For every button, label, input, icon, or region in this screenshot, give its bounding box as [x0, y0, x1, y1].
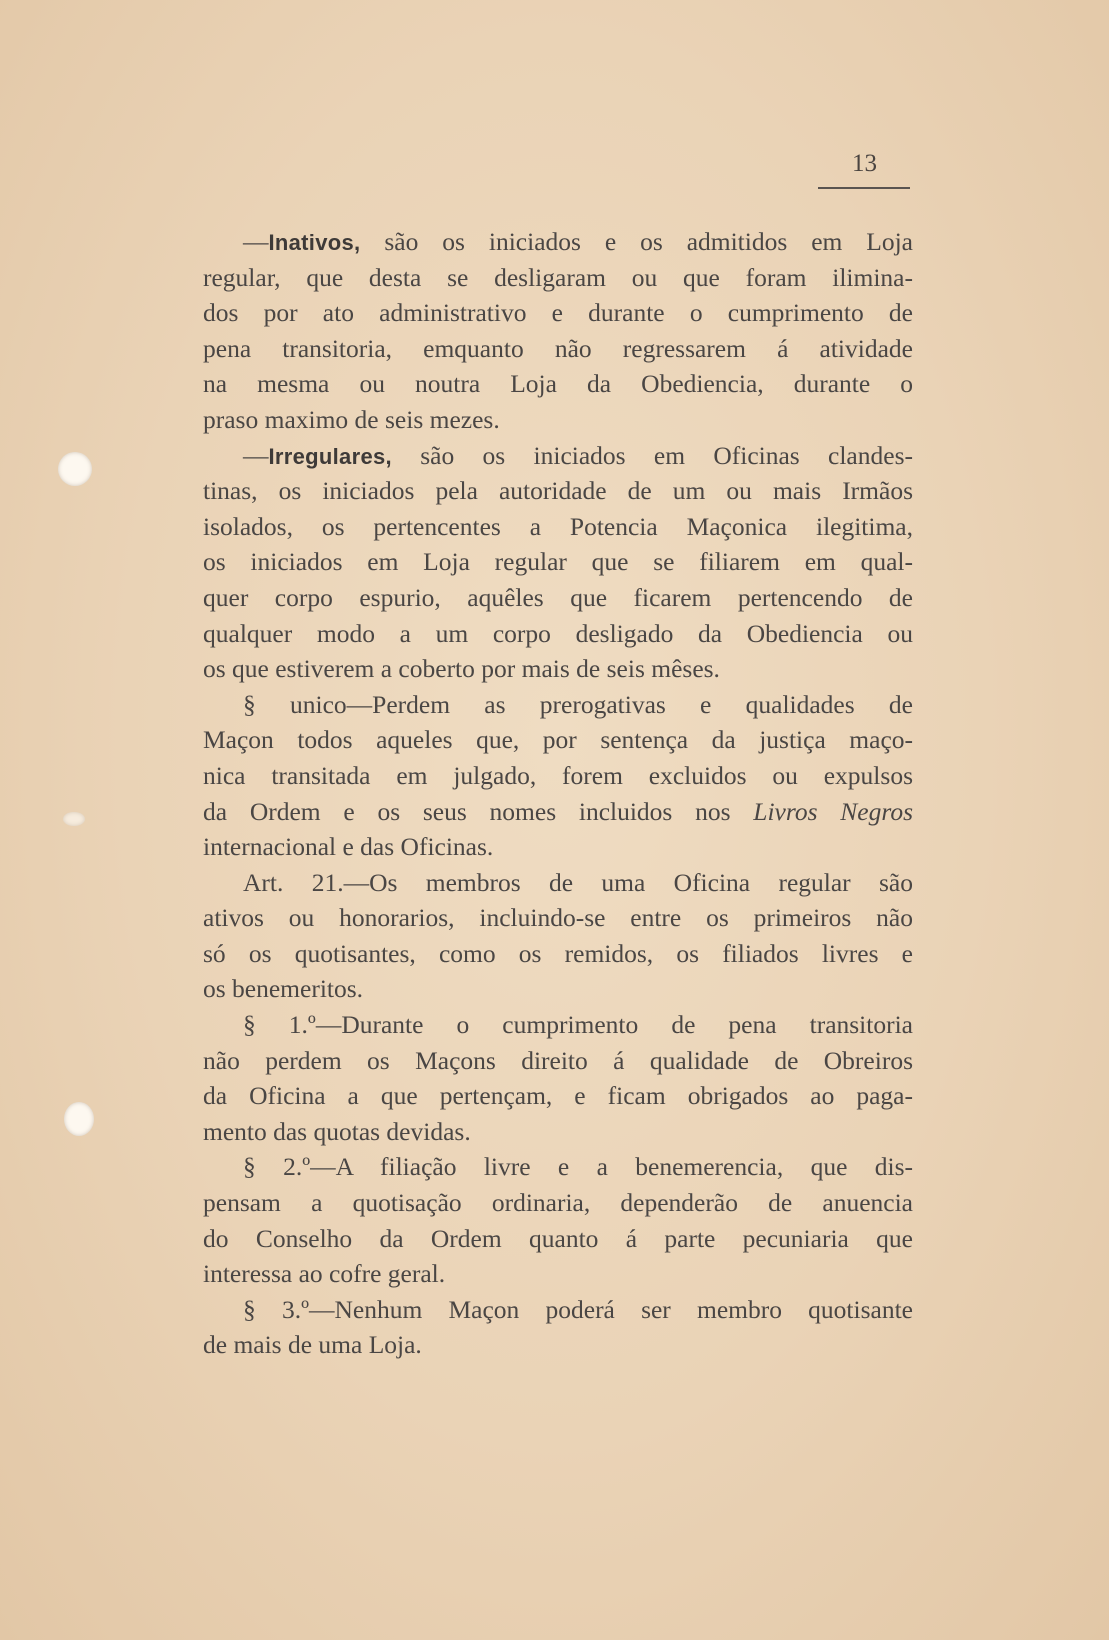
text-run: praso maximo de seis mezes.: [203, 404, 500, 434]
text-line: [203, 366, 913, 402]
text-run: do Conselho da Ordem quanto á parte pecuniaria que: [203, 1223, 913, 1253]
text-line: [203, 580, 913, 616]
text-run: Maçon todos aqueles que, por sentença da justiça maço-: [203, 725, 913, 755]
text-line: [203, 1043, 913, 1079]
text-line: [203, 1292, 913, 1328]
text-run: § 2.º—A filiação livre e a benemerencia, que dis-: [243, 1152, 913, 1182]
text-run: na mesma ou noutra Loja da Obediencia, durante o: [203, 369, 913, 399]
text-run: de mais de uma Loja.: [203, 1330, 422, 1360]
paragraph: [203, 687, 913, 865]
text-line: [203, 1149, 913, 1185]
text-line: [203, 1114, 913, 1150]
text-run: —: [243, 227, 269, 256]
text-line: [203, 260, 913, 296]
text-line: [203, 936, 913, 972]
text-line: [203, 473, 913, 509]
text-run: da Ordem e os seus nomes incluidos nos: [203, 796, 754, 826]
text-run: —: [243, 440, 269, 470]
text-run: pena transitoria, emquanto não regressarem á atividade: [203, 333, 913, 363]
text-run: os benemeritos.: [203, 974, 364, 1004]
text-run: só os quotisantes, como os remidos, os filiados livres e: [203, 938, 913, 968]
paragraph: [203, 1292, 913, 1363]
text-run: § 3.º—Nenhum Maçon poderá ser membro quotisante: [243, 1294, 913, 1324]
text-run: quer corpo espurio, aquêles que ficarem pertencendo de: [203, 582, 913, 612]
text-line: [203, 295, 913, 331]
text-line: [203, 1256, 913, 1292]
text-line: [203, 509, 913, 545]
page-number-rule: [818, 187, 910, 189]
text-run: internacional e das Oficinas.: [203, 832, 494, 862]
paragraph: [203, 1149, 913, 1291]
text-line: [203, 865, 913, 901]
binding-hole-3: [64, 1102, 94, 1136]
text-line: [203, 1221, 913, 1257]
text-line: [203, 758, 913, 794]
text-line: [203, 829, 913, 865]
text-line: [203, 402, 913, 438]
text-run: § unico—Perdem as prerogativas e qualidades de: [243, 689, 913, 719]
text-run: regular, que desta se desligaram ou que foram ilimina-: [203, 262, 913, 292]
text-line: [203, 438, 913, 474]
text-line: [203, 224, 913, 260]
text-run: qualquer modo a um corpo desligado da Obediencia ou: [203, 618, 913, 648]
text-run: não perdem os Maçons direito á qualidade de Obreiros: [203, 1045, 913, 1075]
paragraph: [203, 865, 913, 1007]
text-run: pensam a quotisação ordinaria, dependerão de anuencia: [203, 1188, 913, 1218]
text-run: nica transitada em julgado, forem excluidos ou expulsos: [203, 760, 913, 790]
text-line: [203, 900, 913, 936]
binding-hole-2: [63, 812, 85, 826]
text-run: são os iniciados em Oficinas clandes-: [391, 440, 913, 470]
text-line: [203, 794, 913, 830]
text-line: [203, 544, 913, 580]
text-run: tinas, os iniciados pela autoridade de um ou mais Irmãos: [203, 476, 913, 506]
text-line: [203, 722, 913, 758]
italic-title: Livros Negros: [753, 796, 913, 826]
text-run: Art. 21.—Os membros de uma Oficina regular são: [243, 867, 913, 897]
text-line: [203, 971, 913, 1007]
text-run: os iniciados em Loja regular que se filiarem em qual-: [203, 547, 913, 577]
text-line: [203, 331, 913, 367]
defined-term: Irregulares,: [268, 443, 392, 469]
text-run: ativos ou honorarios, incluindo-se entre os primeiros não: [203, 903, 913, 933]
text-run: dos por ato administrativo e durante o cumprimento de: [203, 298, 913, 328]
text-line: [203, 687, 913, 723]
paragraph: [203, 1007, 913, 1149]
text-line: [203, 616, 913, 652]
binding-hole-1: [58, 452, 92, 486]
text-run: da Oficina a que pertençam, e ficam obrigados ao paga-: [203, 1081, 913, 1111]
text-run: interessa ao cofre geral.: [203, 1259, 446, 1289]
paragraph: [203, 224, 913, 438]
text-line: [203, 1007, 913, 1043]
text-line: [203, 1078, 913, 1114]
text-line: [203, 651, 913, 687]
text-run: mento das quotas devidas.: [203, 1116, 471, 1146]
defined-term: Inativos,: [268, 230, 361, 255]
text-run: os que estiverem a coberto por mais de seis mêses.: [203, 654, 720, 684]
page-number: 13: [852, 150, 877, 177]
text-run: § 1.º—Durante o cumprimento de pena transitoria: [243, 1010, 913, 1040]
text-run: são os iniciados e os admitidos em Loja: [360, 227, 913, 256]
text-run: isolados, os pertencentes a Potencia Maçonica ilegitima,: [203, 511, 913, 541]
text-line: [203, 1185, 913, 1221]
body-text: [203, 224, 913, 1363]
paragraph: [203, 438, 913, 687]
text-line: [203, 1327, 913, 1363]
